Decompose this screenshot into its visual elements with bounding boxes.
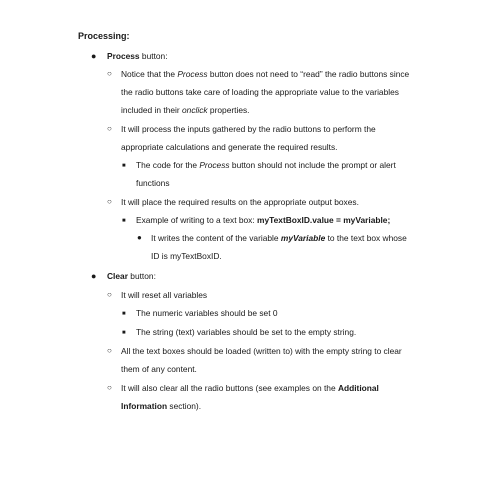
bullet-filled: ● [137, 233, 142, 242]
text-run: The code for the [136, 160, 200, 170]
section-heading [78, 30, 130, 42]
process-item3-sub1 [136, 214, 390, 226]
bullet-square: ■ [122, 311, 126, 317]
process-item2-line2: appropriate calculations and generate the required results. [121, 142, 338, 152]
text-run: Notice that the [121, 69, 178, 79]
text-run: included in their [121, 105, 182, 115]
text-run: It will also clear all the radio buttons (see examples on the [121, 383, 338, 393]
bullet-circle: ○ [107, 197, 112, 206]
process-item3-sub2-line2: ID is myTextBoxID. [151, 251, 222, 261]
italic-run: Process [177, 69, 208, 79]
bullet-circle: ○ [107, 346, 112, 355]
clear-item2-line1: All the text boxes should be loaded (written to) with the empty string to clear [121, 346, 402, 356]
text-run: properties. [207, 105, 250, 115]
process-item3-line1: It will place the required results on the appropriate output boxes. [121, 197, 359, 207]
bullet-filled: ● [91, 51, 97, 61]
clear-suffix: button: [127, 271, 156, 281]
clear-item3-line2 [121, 400, 201, 412]
italic-run: onclick [182, 105, 208, 115]
clear-label: Clear [107, 271, 128, 281]
bullet-filled: ● [91, 271, 97, 281]
bullet-circle: ○ [107, 124, 112, 133]
italic-run: Process [199, 160, 230, 170]
process-suffix: button: [139, 51, 168, 61]
process-item1-line3 [121, 104, 250, 116]
text-run: Example of writing to a text box: [136, 215, 258, 225]
bullet-circle: ○ [107, 69, 112, 78]
process-item1-line2: the radio buttons take care of loading the appropriate value to the variables [121, 87, 399, 97]
bold-run: Additional [337, 383, 379, 393]
process-label: Process [107, 51, 140, 61]
bold-run: Information [121, 401, 168, 411]
clear-item1-sub1: The numeric variables should be set 0 [136, 308, 278, 318]
process-item3-sub2 [151, 232, 407, 244]
bold-run: myTextBoxID.value = myVariable; [257, 215, 391, 225]
bullet-square: ■ [122, 330, 126, 336]
heading-colon: : [126, 31, 130, 41]
process-item2-sub1 [136, 159, 396, 171]
process-button-item [107, 50, 168, 62]
text-run: button should not include the prompt or alert [229, 160, 396, 170]
bullet-circle: ○ [107, 383, 112, 392]
heading-text: Processing [78, 31, 127, 41]
bullet-circle: ○ [107, 290, 112, 299]
clear-button-item [107, 270, 156, 282]
clear-item1-line1: It will reset all variables [121, 290, 208, 300]
text-run: section). [167, 401, 202, 411]
process-item2-sub1-line2: functions [136, 178, 170, 188]
bullet-square: ■ [122, 163, 126, 169]
process-item2-line1: It will process the inputs gathered by the radio buttons to perform the [121, 124, 376, 134]
clear-item3-line1 [121, 382, 379, 394]
process-item1-line1 [121, 68, 409, 80]
text-run: button does not need to “read” the radio buttons since [207, 69, 410, 79]
clear-item2-line2: them of any content. [121, 364, 197, 374]
text-run: It writes the content of the variable [151, 233, 281, 243]
bold-italic-run: myVariable [280, 233, 326, 243]
clear-item1-sub2: The string (text) variables should be set to the empty string. [136, 327, 357, 337]
bullet-square: ■ [122, 218, 126, 224]
text-run: to the text box whose [325, 233, 407, 243]
